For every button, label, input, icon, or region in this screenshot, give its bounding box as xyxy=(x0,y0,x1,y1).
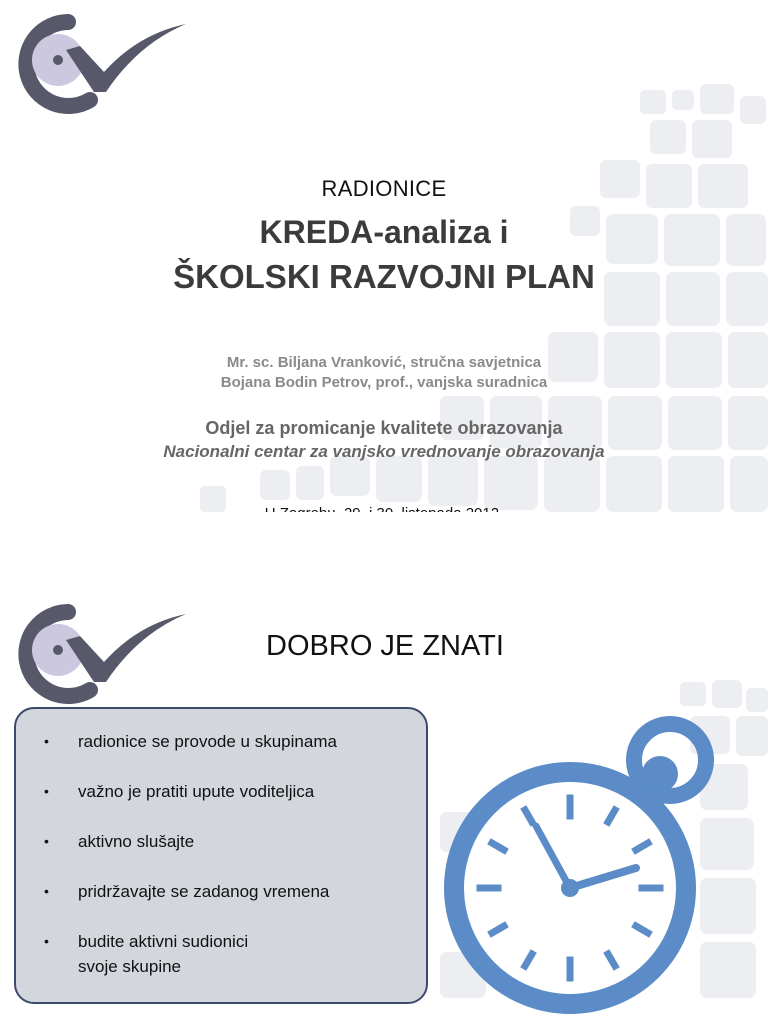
slide-title-line-2: ŠKOLSKI RAZVOJNI PLAN xyxy=(173,258,595,295)
department-name: Odjel za promicanje kvalitete obrazovanja xyxy=(205,418,563,438)
tips-slide xyxy=(0,512,768,1024)
cv-check-logo-icon xyxy=(8,604,188,696)
stopwatch-icon xyxy=(438,702,738,1024)
list-item-text: aktivno slušajte xyxy=(78,832,195,851)
bullet: • xyxy=(44,833,49,849)
bullet: • xyxy=(44,733,49,749)
slide-heading: RADIONICE xyxy=(321,176,447,201)
list-item xyxy=(44,779,408,804)
tips-box xyxy=(14,707,428,1004)
slide-title: DOBRO JE ZNATI xyxy=(266,630,504,662)
list-item xyxy=(44,879,408,904)
bullet: • xyxy=(44,783,49,799)
slide-title-line-1: KREDA-analiza i xyxy=(259,214,509,250)
cv-check-logo-icon xyxy=(8,14,188,106)
list-item-text: radionice se provode u skupinama xyxy=(78,732,337,751)
bullet: • xyxy=(44,933,49,949)
list-item-text-continued: svoje skupine xyxy=(78,957,182,976)
list-item-text: pridržavajte se zadanog vremena xyxy=(78,882,330,901)
author-1: Mr. sc. Biljana Vranković, stručna savjetnica xyxy=(226,354,542,371)
center-name: Nacionalni centar za vanjsko vrednovanje obrazovanja xyxy=(163,442,605,461)
list-item-text: budite aktivni sudionici xyxy=(78,932,249,951)
list-item xyxy=(44,729,408,754)
author-2: Bojana Bodin Petrov, prof., vanjska suradnica xyxy=(220,374,548,391)
bullet: • xyxy=(44,883,49,899)
list-item-text: važno je pratiti upute voditeljica xyxy=(78,782,315,801)
tips-list xyxy=(44,729,408,979)
list-item xyxy=(44,829,408,854)
list-item xyxy=(44,929,408,979)
